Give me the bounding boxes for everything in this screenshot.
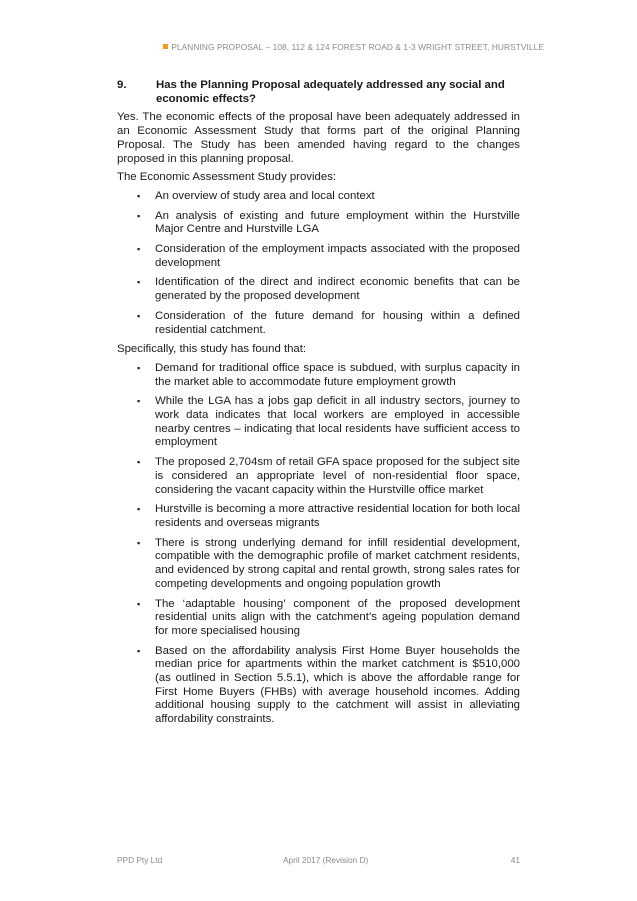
header-title: PLANNING PROPOSAL – 108, 112 & 124 FOREST ROAD & 1-3 WRIGHT STREET, HURSTVILLE [171, 42, 544, 52]
list-item: ▪ An analysis of existing and future employment within the Hurstville Major Centre and Hurstville LGA [137, 209, 520, 236]
bullet-icon: ▪ [137, 504, 141, 515]
bullet-icon: ▪ [137, 362, 141, 373]
list-item: ▪ The ‘adaptable housing’ component of the proposed development residential units align with the catchment’s ageing population demand for more specialised housing [137, 597, 520, 637]
bullet-icon: ▪ [137, 310, 141, 321]
footer-date: April 2017 (Revision D) [283, 855, 369, 865]
intro-paragraph: Yes. The economic effects of the proposal have been adequately addressed in an Economic Assessment Study that forms part of the original Planning Proposal. The Study has been amended having regard to the changes proposed in this planning proposal. [117, 111, 520, 165]
list-item: ▪ The proposed 2,704sm of retail GFA space proposed for the subject site is considered an appropriate level of non-residential floor space, considering the vacant capacity within the Hurstville office market [137, 456, 520, 496]
list-item: ▪ Identification of the direct and indirect economic benefits that can be generated by the proposed development [137, 276, 520, 303]
list-item: ▪ While the LGA has a jobs gap deficit in all industry sectors, journey to work data indicates that local workers are employed in accessible nearby centres – indicating that local residents have sufficient access to employment [137, 395, 520, 449]
question-text: Has the Planning Proposal adequately addressed any social and economic effects? [156, 79, 505, 105]
findings-heading: Specifically, this study has found that: [117, 343, 307, 356]
page-header [163, 42, 544, 52]
page-content [117, 79, 520, 733]
list-item: ▪ Based on the affordability analysis First Home Buyer households the median price for apartments within the market catchment is $510,000 (as outlined in Section 5.5.1), which is above the affordable range for First Home Buyers (FHBs) with average household incomes. Adding additional housing supply to the catchment will assist in alleviating affordability constraints. [137, 644, 520, 726]
list-item: ▪ An overview of study area and local context [137, 189, 375, 202]
question-number: 9. [117, 79, 127, 91]
header-marker-icon [163, 44, 168, 49]
findings-list [117, 362, 520, 727]
provides-list [117, 190, 520, 337]
provides-heading: The Economic Assessment Study provides: [117, 171, 337, 184]
list-item: ▪ Hurstville is becoming a more attractive residential location for both local residents and overseas migrants [137, 503, 520, 529]
question-heading [117, 79, 520, 106]
footer-company: PPD Pty Ltd [117, 855, 163, 865]
bullet-icon: ▪ [137, 396, 141, 407]
list-item: ▪ Consideration of the future demand for housing within a defined residential catchment. [137, 309, 520, 336]
bullet-icon: ▪ [137, 457, 141, 468]
page-number: 41 [510, 855, 520, 865]
bullet-icon: ▪ [137, 190, 141, 201]
bullet-icon: ▪ [137, 537, 141, 548]
bullet-icon: ▪ [137, 598, 141, 609]
bullet-icon: ▪ [137, 210, 141, 221]
bullet-icon: ▪ [137, 277, 141, 288]
bullet-icon: ▪ [137, 244, 141, 255]
list-item: ▪ There is strong underlying demand for infill residential development, compatible with the demographic profile of market catchment residents, and evidenced by strong capital and rental growth, strong sales rates for competing developments and ongoing population growth [137, 536, 520, 590]
list-item: ▪ Demand for traditional office space is subdued, with surplus capacity in the market able to accommodate future employment growth [137, 361, 520, 388]
list-item: ▪ Consideration of the employment impacts associated with the proposed development [137, 243, 520, 269]
bullet-icon: ▪ [137, 645, 141, 656]
